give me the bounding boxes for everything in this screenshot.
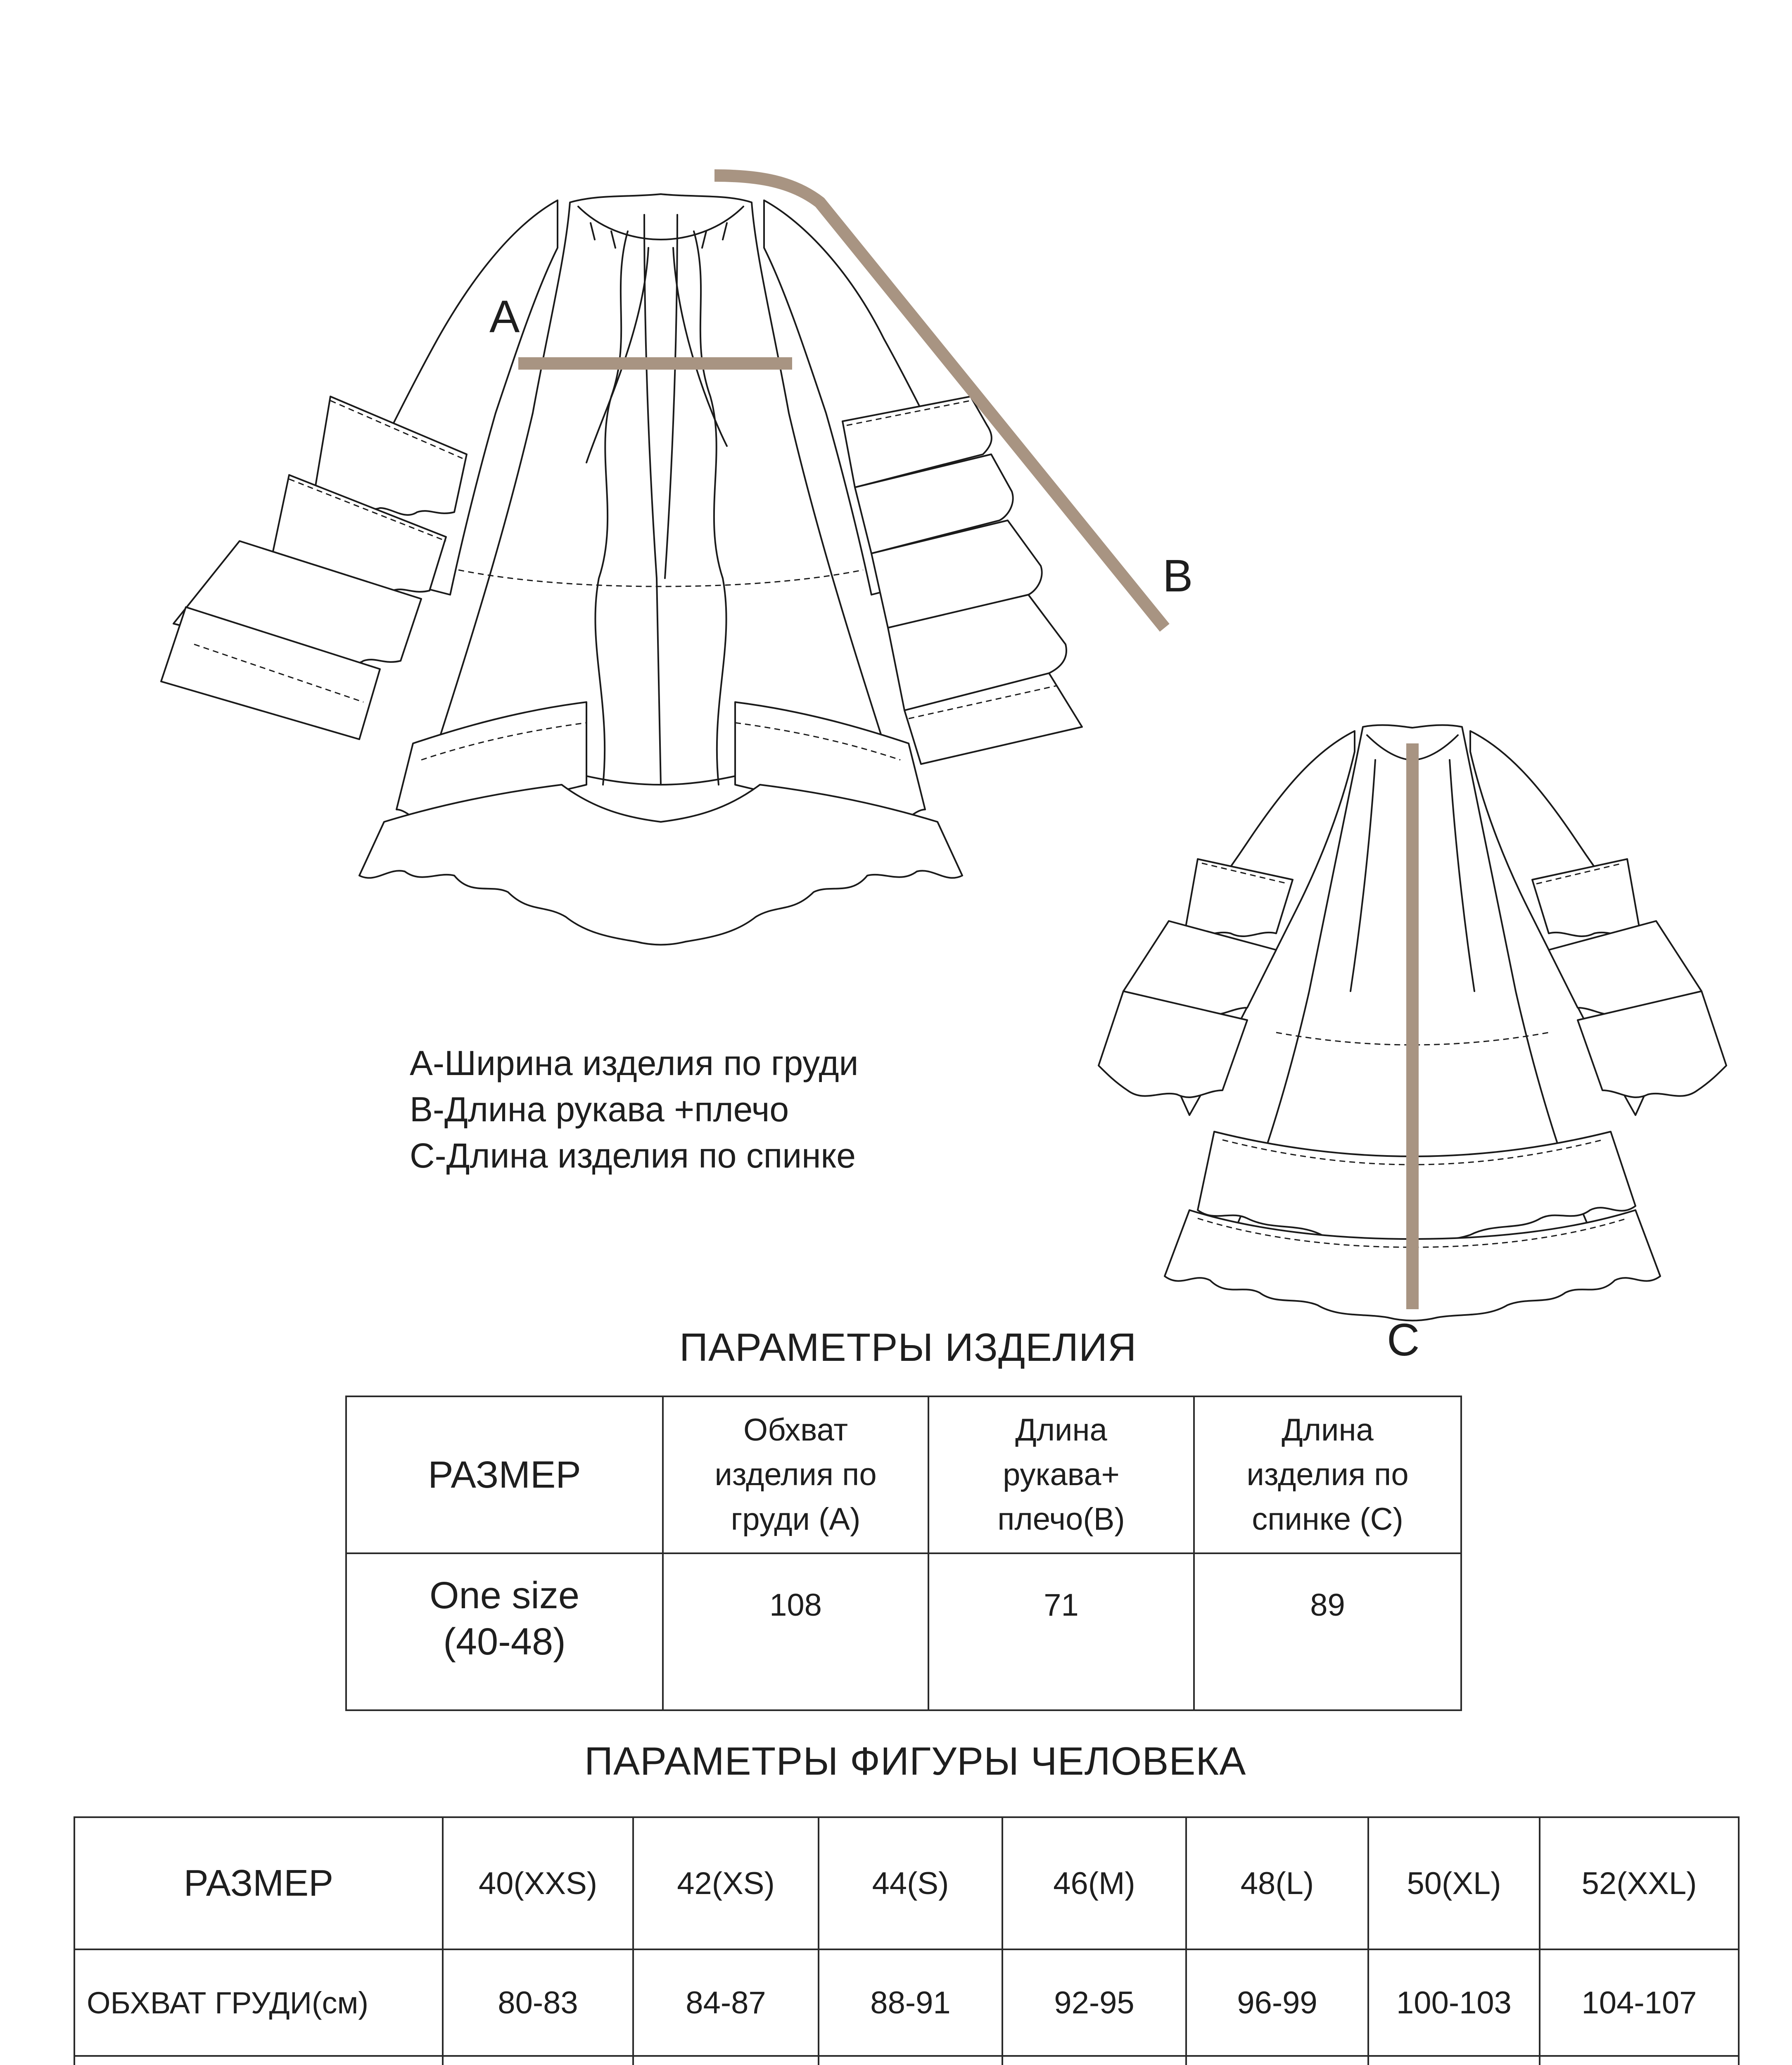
waist-46 [1002,2056,1186,2065]
chest-40: 80-83 [443,1949,633,2056]
size-50: 50(XL) [1368,1817,1540,1949]
garment-size-value [346,1553,663,1710]
waist-40 [443,2056,633,2065]
garment-header-length-line3: спинке (С) [1252,1502,1403,1537]
waist-42 [633,2056,819,2065]
waist-52 [1540,2056,1739,2065]
waist-50 [1368,2056,1540,2065]
size-48: 48(L) [1186,1817,1368,1949]
garment-header-chest-line1: Обхват [743,1412,848,1448]
chest-44: 88-91 [819,1949,1002,2056]
measurement-legend [410,1040,858,1179]
garment-size-header: РАЗМЕР [346,1396,663,1553]
garment-size-value-line1: One size [429,1574,580,1616]
chest-42: 84-87 [633,1949,819,2056]
legend-item-a: A-Ширина изделия по груди [410,1044,859,1082]
size-52: 52(XXL) [1540,1817,1739,1949]
garment-header-sleeve-line1: Длина [1015,1412,1107,1448]
garment-header-length-line2: изделия по [1246,1457,1409,1492]
garment-header-sleeve-line3: плечо(B) [997,1502,1125,1537]
chest-52: 104-107 [1540,1949,1739,2056]
size-44: 44(S) [819,1817,1002,1949]
garment-parameters-table [345,1396,1462,1711]
chest-50: 100-103 [1368,1949,1540,2056]
label-b: B [1163,551,1193,601]
waist-48 [1186,2056,1368,2065]
chest-48: 96-99 [1186,1949,1368,2056]
waist-44 [819,2056,1002,2065]
legend-item-b: B-Длина рукава +плечо [410,1090,789,1129]
garment-size-value-line2: (40-48) [443,1621,566,1663]
garment-sleeve-value: 71 [928,1553,1194,1710]
garment-header-chest [663,1396,928,1553]
legend-item-c: C-Длина изделия по спинке [410,1136,856,1175]
size-40: 40(XXS) [443,1817,633,1949]
chest-46: 92-95 [1002,1949,1186,2056]
garment-chest-value: 108 [663,1553,928,1710]
garment-header-length-line1: Длина [1282,1412,1374,1448]
body-measurements-table [74,1816,1740,2065]
row-label-waist [74,2056,443,2065]
body-table-title: ПАРАМЕТРЫ ФИГУРЫ ЧЕЛОВЕКА [584,1739,1246,1783]
body-size-header: РАЗМЕР [74,1817,443,1949]
garment-header-chest-line2: изделия по [714,1457,877,1492]
garment-header-chest-line3: груди (А) [731,1502,861,1537]
size-46: 46(M) [1002,1817,1186,1949]
garment-header-sleeve-line2: рукава+ [1003,1457,1120,1492]
row-label-chest: ОБХВАТ ГРУДИ(см) [74,1949,443,2056]
garment-length-value: 89 [1194,1553,1461,1710]
label-a: A [489,291,520,342]
garment-table-title: ПАРАМЕТРЫ ИЗДЕЛИЯ [679,1325,1137,1370]
size-42: 42(XS) [633,1817,819,1949]
label-c: C [1387,1315,1420,1365]
garment-header-sleeve [928,1396,1194,1553]
garment-header-length [1194,1396,1461,1553]
